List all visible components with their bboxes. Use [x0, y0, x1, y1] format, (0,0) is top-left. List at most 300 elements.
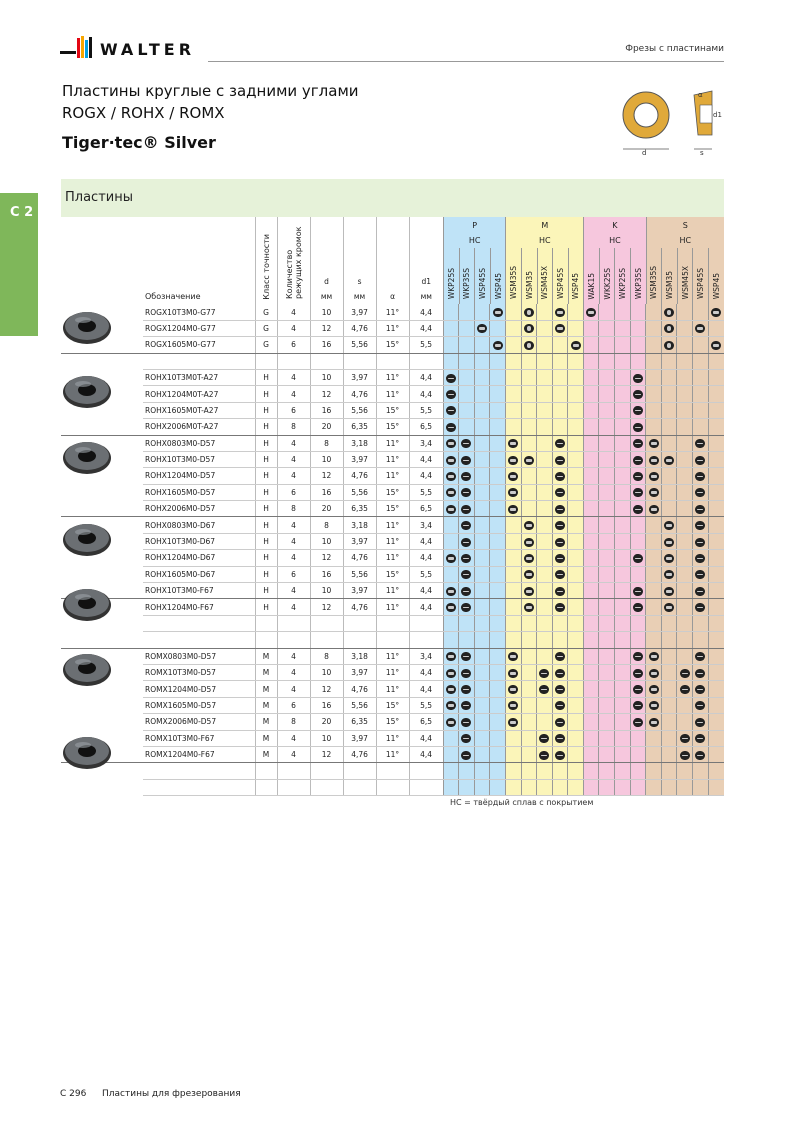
d1-cell: 6,5 [409, 501, 443, 517]
table-row [61, 615, 724, 631]
grade-mark-icon [555, 308, 565, 317]
grade-cell [630, 730, 646, 746]
grade-cell [443, 730, 459, 746]
cls-cell: G [255, 320, 277, 336]
section-title: Фрезы с пластинами [625, 44, 724, 54]
d-cell: 20 [310, 501, 343, 517]
grade-cell [661, 550, 677, 566]
grade-cell [599, 714, 615, 730]
grade-cell [583, 369, 599, 385]
grade-cell [459, 632, 475, 648]
grade-cell [661, 419, 677, 435]
d1-cell [409, 353, 443, 369]
cls-cell: H [255, 419, 277, 435]
designation-cell [143, 632, 255, 648]
grade-cell [661, 681, 677, 697]
a-cell: 15° [376, 714, 409, 730]
s-cell: 5,56 [343, 566, 376, 582]
grade-cell [459, 664, 475, 680]
grade-cell [459, 566, 475, 582]
grade-cell [661, 435, 677, 451]
designation-cell: ROHX1204M0-F67 [143, 599, 255, 615]
grade-cell [615, 533, 631, 549]
grade-cell [521, 681, 537, 697]
grade-cell [615, 632, 631, 648]
d1-cell: 4,4 [409, 533, 443, 549]
grade-cell [630, 664, 646, 680]
table-row [61, 763, 724, 779]
product-line: Tiger·tec® Silver [62, 133, 216, 152]
table-row [61, 369, 724, 385]
grade-mark-icon [695, 488, 705, 497]
a-cell: 11° [376, 386, 409, 402]
grade-cell [459, 451, 475, 467]
grade-cell [568, 746, 584, 762]
grade-cell [646, 533, 662, 549]
s-cell: 6,35 [343, 501, 376, 517]
grade-mark-icon [633, 406, 643, 415]
grade-cell [537, 419, 553, 435]
cls-cell: H [255, 369, 277, 385]
d1-cell: 5,5 [409, 566, 443, 582]
d-cell: 12 [310, 386, 343, 402]
grade-cell [505, 304, 521, 320]
grade-cell [677, 632, 693, 648]
grade-mark-icon [555, 554, 565, 563]
grade-cell [537, 763, 553, 779]
d-cell: 16 [310, 337, 343, 353]
page-number: C 296 [60, 1089, 87, 1099]
d1-cell: 4,4 [409, 599, 443, 615]
grade-cell [474, 468, 490, 484]
designation-cell: ROHX0803M0-D67 [143, 517, 255, 533]
grade-cell [490, 320, 506, 336]
grade-cell [599, 501, 615, 517]
grade-cell [443, 746, 459, 762]
grade-cell [693, 468, 709, 484]
grade-cell [630, 697, 646, 713]
s-cell: 3,97 [343, 451, 376, 467]
grade-mark-icon [695, 456, 705, 465]
grade-cell [490, 763, 506, 779]
grade-cell [552, 304, 568, 320]
grade-cell [630, 369, 646, 385]
grade-cell [599, 468, 615, 484]
table-row [61, 714, 724, 730]
grade-mark-icon [695, 603, 705, 612]
grade-cell [474, 419, 490, 435]
grade-mark-icon [524, 603, 534, 612]
cls-cell: M [255, 730, 277, 746]
a-cell: 11° [376, 599, 409, 615]
grade-header: WSP45 [568, 248, 584, 304]
grade-cell [646, 304, 662, 320]
grade-mark-icon [461, 472, 471, 481]
cls-cell: M [255, 681, 277, 697]
grade-mark-icon [633, 456, 643, 465]
grade-cell [568, 353, 584, 369]
grade-cell [599, 517, 615, 533]
grade-cell [537, 468, 553, 484]
table-row [61, 484, 724, 500]
grade-cell [443, 583, 459, 599]
grade-cell [615, 697, 631, 713]
grade-cell [505, 632, 521, 648]
grade-cell [583, 583, 599, 599]
grade-mark-icon [649, 669, 659, 678]
grade-mark-icon [446, 488, 456, 497]
grade-cell [505, 451, 521, 467]
d-cell: 16 [310, 402, 343, 418]
grade-cell [505, 353, 521, 369]
grade-cell [583, 664, 599, 680]
z-cell: 6 [277, 402, 310, 418]
grade-mark-icon [664, 341, 674, 350]
grade-mark-icon [555, 701, 565, 710]
grade-cell [459, 697, 475, 713]
grade-cell [459, 779, 475, 795]
grade-cell [615, 484, 631, 500]
designation-cell: ROHX10T3M0T-A27 [143, 369, 255, 385]
grade-cell [583, 632, 599, 648]
grade-cell [677, 304, 693, 320]
cls-cell: H [255, 468, 277, 484]
grade-cell [708, 386, 724, 402]
grade-cell [505, 714, 521, 730]
table-row [61, 648, 724, 664]
grade-cell [583, 468, 599, 484]
grade-cell [505, 419, 521, 435]
grade-cell [599, 566, 615, 582]
grade-mark-icon [633, 554, 643, 563]
grade-cell [521, 615, 537, 631]
grade-cell [474, 353, 490, 369]
d1-cell: 4,4 [409, 664, 443, 680]
s-cell: 5,56 [343, 337, 376, 353]
grade-cell [630, 484, 646, 500]
grade-cell [693, 402, 709, 418]
grade-cell [661, 353, 677, 369]
grade-cell [521, 320, 537, 336]
z-cell: 4 [277, 746, 310, 762]
grade-cell [505, 533, 521, 549]
grade-cell [583, 730, 599, 746]
grade-mark-icon [649, 685, 659, 694]
grade-cell [708, 697, 724, 713]
grade-cell [443, 697, 459, 713]
grade-cell [615, 402, 631, 418]
grade-cell [615, 353, 631, 369]
grade-mark-icon [446, 554, 456, 563]
grade-cell [615, 566, 631, 582]
grade-mark-icon [524, 570, 534, 579]
grade-cell [646, 369, 662, 385]
designation-cell: ROHX1204M0-D67 [143, 550, 255, 566]
z-cell: 4 [277, 681, 310, 697]
grade-cell [521, 697, 537, 713]
grade-cell [552, 353, 568, 369]
grade-cell [490, 779, 506, 795]
grade-cell [677, 763, 693, 779]
grade-mark-icon [633, 488, 643, 497]
grade-cell [708, 369, 724, 385]
table-row [61, 697, 724, 713]
grade-cell [708, 337, 724, 353]
grade-cell [708, 583, 724, 599]
grade-cell [630, 435, 646, 451]
col-designation: Обозначение [145, 292, 201, 302]
grade-cell [677, 550, 693, 566]
grade-cell [505, 337, 521, 353]
grade-mark-icon [446, 374, 456, 383]
grade-mark-icon [493, 308, 503, 317]
grade-cell [708, 550, 724, 566]
insert-photo [61, 648, 113, 688]
grade-cell [521, 632, 537, 648]
grade-cell [630, 648, 646, 664]
grade-cell [568, 501, 584, 517]
grade-cell [583, 484, 599, 500]
table-row [61, 550, 724, 566]
grade-mark-icon [461, 505, 471, 514]
grade-cell [646, 648, 662, 664]
grade-cell [521, 337, 537, 353]
logo-text: WALTER [100, 40, 196, 59]
grade-cell [490, 697, 506, 713]
grade-cell [474, 681, 490, 697]
cls-cell: M [255, 746, 277, 762]
grade-cell [459, 763, 475, 779]
section-band-label: Пластины [65, 190, 133, 205]
grade-cell [459, 484, 475, 500]
group-m-sub: HC [506, 233, 584, 248]
d-cell: 10 [310, 304, 343, 320]
grade-cell [708, 419, 724, 435]
grade-cell [474, 714, 490, 730]
grade-cell [537, 304, 553, 320]
grade-cell [661, 369, 677, 385]
grade-cell [459, 501, 475, 517]
grade-cell [568, 615, 584, 631]
grade-cell [568, 599, 584, 615]
grade-cell [646, 386, 662, 402]
grade-mark-icon [555, 505, 565, 514]
grade-mark-icon [680, 751, 690, 760]
grade-cell [646, 697, 662, 713]
a-cell: 11° [376, 681, 409, 697]
grade-cell [693, 730, 709, 746]
grade-cell [677, 681, 693, 697]
grade-mark-icon [461, 701, 471, 710]
d-cell: 10 [310, 369, 343, 385]
grade-cell [708, 304, 724, 320]
grade-cell [490, 369, 506, 385]
grade-cell [443, 320, 459, 336]
grade-cell [599, 435, 615, 451]
grade-cell [599, 369, 615, 385]
grade-cell [708, 746, 724, 762]
grade-cell [490, 664, 506, 680]
grade-mark-icon [633, 718, 643, 727]
d-cell: 12 [310, 320, 343, 336]
grade-cell [599, 419, 615, 435]
grade-mark-icon [711, 341, 721, 350]
grade-header: WSP45S [475, 248, 491, 304]
grade-cell [583, 779, 599, 795]
grade-cell [708, 714, 724, 730]
grade-cell [505, 484, 521, 500]
d1-cell: 4,4 [409, 583, 443, 599]
grade-cell [568, 419, 584, 435]
d-cell: 12 [310, 599, 343, 615]
grade-cell [583, 320, 599, 336]
grade-cell [568, 664, 584, 680]
grade-cell [552, 419, 568, 435]
grade-cell [459, 730, 475, 746]
grade-cell [490, 648, 506, 664]
designation-cell: ROHX10T3M0-D57 [143, 451, 255, 467]
grade-cell [630, 681, 646, 697]
grade-cell [693, 697, 709, 713]
grade-cell [474, 697, 490, 713]
grade-cell [490, 533, 506, 549]
grade-cell [693, 386, 709, 402]
table-row [61, 320, 724, 336]
designation-cell: ROHX1204M0-D57 [143, 468, 255, 484]
s-cell: 4,76 [343, 468, 376, 484]
grade-cell [583, 386, 599, 402]
grade-mark-icon [446, 685, 456, 694]
grade-cell [552, 468, 568, 484]
grade-cell [646, 681, 662, 697]
grade-cell [537, 353, 553, 369]
d1-cell: 6,5 [409, 419, 443, 435]
grade-cell [521, 583, 537, 599]
grade-cell [521, 779, 537, 795]
grade-cell [505, 730, 521, 746]
grade-cell [661, 697, 677, 713]
grade-cell [630, 419, 646, 435]
s-cell [343, 779, 376, 795]
grade-cell [615, 664, 631, 680]
grade-cell [646, 730, 662, 746]
d-cell: 20 [310, 714, 343, 730]
grade-cell [505, 599, 521, 615]
grade-cell [693, 369, 709, 385]
grade-cell [490, 746, 506, 762]
table-row [61, 517, 724, 533]
grade-mark-icon [524, 538, 534, 547]
grade-mark-icon [446, 587, 456, 596]
grade-cell [646, 779, 662, 795]
grade-mark-icon [649, 652, 659, 661]
z-cell [277, 353, 310, 369]
s-cell: 5,56 [343, 402, 376, 418]
table-row [61, 402, 724, 418]
grade-cell [630, 615, 646, 631]
grade-header: WSM45X [537, 248, 553, 304]
a-cell: 15° [376, 484, 409, 500]
d1-cell: 3,4 [409, 648, 443, 664]
grade-cell [505, 779, 521, 795]
grade-mark-icon [446, 652, 456, 661]
grade-cell [630, 583, 646, 599]
grade-cell [661, 402, 677, 418]
grade-cell [615, 517, 631, 533]
cls-cell: H [255, 533, 277, 549]
grade-cell [459, 681, 475, 697]
grade-cell [568, 386, 584, 402]
z-cell: 8 [277, 419, 310, 435]
grade-mark-icon [649, 472, 659, 481]
grade-cell [568, 304, 584, 320]
grade-cell [568, 681, 584, 697]
grade-cell [552, 533, 568, 549]
cls-cell: H [255, 517, 277, 533]
cls-cell: M [255, 697, 277, 713]
page-title: Пластины круглые с задними углами [62, 82, 359, 100]
designation-cell: ROHX1605M0T-A27 [143, 402, 255, 418]
grade-cell [583, 517, 599, 533]
table-row [61, 632, 724, 648]
z-cell: 4 [277, 451, 310, 467]
grade-cell [693, 664, 709, 680]
grade-cell [459, 337, 475, 353]
a-cell: 15° [376, 566, 409, 582]
grade-cell [537, 714, 553, 730]
grade-cell [677, 419, 693, 435]
grade-cell [708, 681, 724, 697]
d1-cell: 4,4 [409, 369, 443, 385]
grade-mark-icon [695, 521, 705, 530]
grade-cell [693, 648, 709, 664]
diagram-label-d: d [642, 149, 647, 157]
grade-cell [505, 550, 521, 566]
insert-photo [61, 583, 113, 623]
designation-cell [143, 779, 255, 795]
grade-mark-icon [508, 488, 518, 497]
grade-cell [459, 533, 475, 549]
grade-cell [490, 468, 506, 484]
grade-cell [693, 632, 709, 648]
grade-mark-icon [493, 341, 503, 350]
d-cell: 8 [310, 435, 343, 451]
diagram-label-s: s [700, 149, 704, 157]
grade-cell [677, 697, 693, 713]
grade-cell [583, 648, 599, 664]
insert-photo [61, 518, 113, 558]
grade-cell [661, 648, 677, 664]
grade-cell [552, 615, 568, 631]
d-cell: 16 [310, 484, 343, 500]
grade-cell [583, 451, 599, 467]
s-cell: 4,76 [343, 599, 376, 615]
grade-mark-icon [649, 456, 659, 465]
grade-cell [583, 681, 599, 697]
cls-cell: H [255, 386, 277, 402]
grade-header: WSM35S [506, 248, 522, 304]
s-cell [343, 353, 376, 369]
table-row [61, 386, 724, 402]
grade-cell [521, 369, 537, 385]
grade-cell [646, 468, 662, 484]
grade-mark-icon [695, 587, 705, 596]
grade-mark-icon [555, 472, 565, 481]
grade-cell [708, 484, 724, 500]
z-cell: 4 [277, 550, 310, 566]
grade-cell [677, 337, 693, 353]
grade-cell [474, 583, 490, 599]
